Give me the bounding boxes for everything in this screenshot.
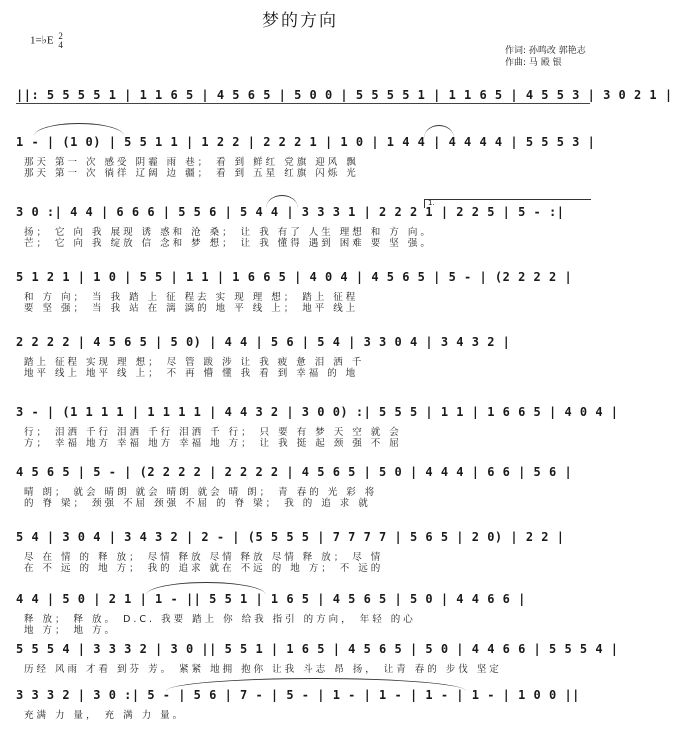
lyric-verse-1: 踏上 征程 实现 理 想； 尽 管 跋 涉 让 我 疲 惫 泪 洒 千 xyxy=(24,357,365,368)
lyric-verse-1: 充满 力 量， 充 满 力 量。 xyxy=(24,710,186,721)
notes-line: ||: 5 5 5 5 1 | 1 1 6 5 | 4 5 6 5 | 5 0 0 | 5 5 5 5 1 | 1 1 6 5 | 4 5 5 3 | 3 0 2 1 | xyxy=(16,88,673,102)
lyric-verse-2: 要 坚 强； 当 我 站 在 漓 漓的 地 平 线 上； 地平 线上 xyxy=(24,303,359,314)
score-system-4 xyxy=(16,270,590,320)
credits xyxy=(505,45,586,69)
notes-line: 3 3 3 2 | 3 0 :| 5 - | 5 6 | 7 - | 5 - | 1 - | 1 - | 1 - | 1 - | 1 0 0 || xyxy=(16,688,580,702)
score-system-5 xyxy=(16,335,590,385)
lyric-verse-2: 地 方； 地 方。 xyxy=(24,625,118,636)
notes-line: 2 2 2 2 | 4 5 6 5 | 5 0) | 4 4 | 5 6 | 5 4 | 3 3 0 4 | 3 4 3 2 | xyxy=(16,335,511,349)
first-ending-bracket: 1. xyxy=(424,199,591,208)
notes-line: 5 1 2 1 | 1 0 | 5 5 | 1 1 | 1 6 6 5 | 4 0 4 | 4 5 6 5 | 5 - | (2 2 2 2 | xyxy=(16,270,573,284)
score-system-2 xyxy=(16,135,596,185)
lyric-verse-2: 的 脊 梁； 颈强 不屈 颈强 不屈 的 脊 梁； 我 的 追 求 就 xyxy=(24,498,371,509)
time-denominator: 4 xyxy=(58,40,63,50)
lyric-verse-1: 那天 第一 次 感受 阴霾 雨 巷； 看 到 鲜红 党旗 迎风 飘 xyxy=(24,157,359,168)
lyric-verse-2: 在 不 远 的 地 方； 我的 追求 就在 不远 的 地 方； 不 远的 xyxy=(24,563,384,574)
key-flat-note: ♭E xyxy=(41,34,54,47)
time-signature xyxy=(58,32,63,50)
lyric-verse-1: 晴 朗； 就会 晴朗 就会 晴朗 就会 晴 朗； 青 春的 光 彩 将 xyxy=(24,487,378,498)
song-title: 梦的方向 xyxy=(262,11,338,31)
lyric-verse-2: 地平 线上 地平 线 上； 不 再 懵 懂 我 看 到 幸福 的 地 xyxy=(24,368,359,379)
score-system-9 xyxy=(16,592,590,642)
lyric-verse-1: 行； 泪洒 千行 泪洒 千行 泪洒 千 行； 只 要 有 梦 天 空 就 会 xyxy=(24,427,402,438)
key-signature xyxy=(30,32,63,50)
notes-line: 3 - | (1 1 1 1 | 1 1 1 1 | 4 4 3 2 | 3 0 0) :| 5 5 5 | 1 1 | 1 6 6 5 | 4 0 4 | xyxy=(16,405,619,419)
score-system-6 xyxy=(16,405,619,455)
lyric-verse-2: 那天 第一 次 徜徉 辽阔 边 疆； 看 到 五星 红旗 闪烁 光 xyxy=(24,168,359,179)
lyric-verse-1: 和 方 向； 当 我 踏 上 征 程去 实 现 理 想； 踏上 征程 xyxy=(24,292,359,303)
notes-line: 5 4 | 3 0 4 | 3 4 3 2 | 2 - | (5 5 5 5 | 7 7 7 7 | 5 6 5 | 2 0) | 2 2 | xyxy=(16,530,565,544)
score-system-3 xyxy=(16,199,590,255)
notes-line: 4 5 6 5 | 5 - | (2 2 2 2 | 2 2 2 2 | 4 5 6 5 | 5 0 | 4 4 4 | 6 6 | 5 6 | xyxy=(16,465,573,479)
score-system-8 xyxy=(16,530,590,580)
composer-credit: 作曲: 马 殿 银 xyxy=(505,58,562,68)
notes-line: 4 4 | 5 0 | 2 1 | 1 - || 5 5 1 | 1 6 5 | 4 5 6 5 | 5 0 | 4 4 6 6 | xyxy=(16,592,526,606)
notes-line: 1 - | (1 0) | 5 5 1 1 | 1 2 2 | 2 2 2 1 | 1 0 | 1 4 4 | 4 4 4 4 | 5 5 5 3 | xyxy=(16,135,596,149)
lyric-verse-1: 扬； 它 向 我 展现 诱 惑和 沧 桑； 让 我 有了 人生 理想 和 方 向。 xyxy=(24,227,433,238)
beam-underline xyxy=(16,103,590,104)
score-system-7 xyxy=(16,465,590,515)
lyricist-credit: 作词: 孙鸣改 郭艳志 xyxy=(505,46,586,56)
lyric-verse-1: 尽 在 情 的 释 放； 尽情 释放 尽情 释放 尽情 释 放； 尽 情 xyxy=(24,552,384,563)
key-prefix: 1= xyxy=(30,34,42,47)
lyric-verse-1: 释 放； 释 放。 D.C. 我要 踏上 你 给我 指引 的方向， 年轻 的心 xyxy=(24,614,416,625)
time-numerator: 2 xyxy=(58,31,63,41)
score-system-11 xyxy=(16,688,590,738)
notes-line: 5 5 5 4 | 3 3 3 2 | 3 0 || 5 5 1 | 1 6 5 | 4 5 6 5 | 5 0 | 4 4 6 6 | 5 5 5 4 | xyxy=(16,642,619,656)
lyric-verse-1: 历经 风雨 才看 到芬 芳。 紧紧 地拥 抱你 让我 斗志 昂 扬， 让青 春的 步伐 坚定 xyxy=(24,664,502,675)
lyric-verse-2: 芒； 它 向 我 绽放 信 念和 梦 想； 让 我 懂得 遇到 困难 要 坚 强。 xyxy=(24,238,433,249)
notes-line: 3 0 :| 4 4 | 6 6 6 | 5 5 6 | 5 4 4 | 3 3 3 1 | 2 2 2 1 | 2 2 5 | 5 - :| xyxy=(16,205,565,219)
lyric-verse-2: 方； 幸福 地方 幸福 地方 幸福 地 方； 让 我 挺 起 颈 强 不 屈 xyxy=(24,438,402,449)
